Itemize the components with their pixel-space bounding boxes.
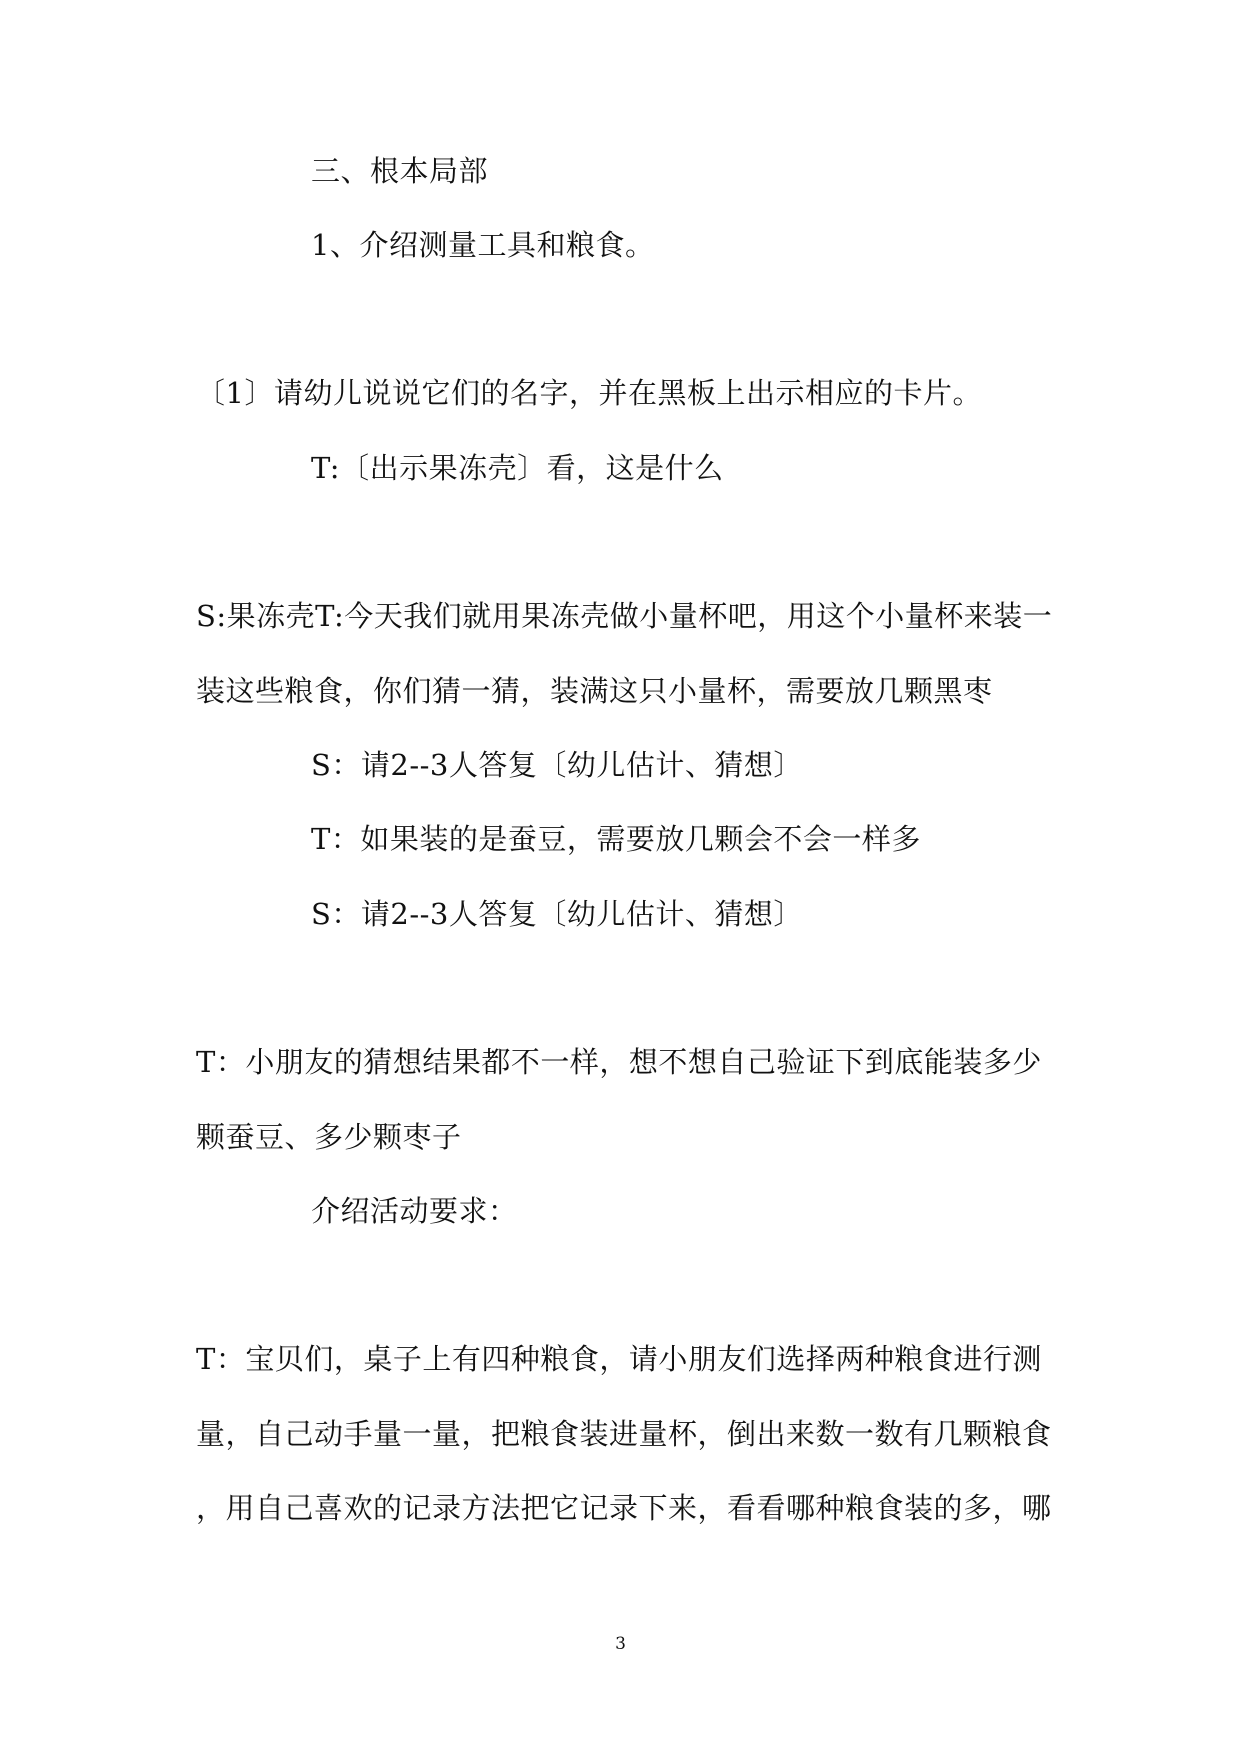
paragraph-line: S:果冻壳T:今天我们就用果冻壳做小量杯吧，用这个小量杯来装一 xyxy=(196,599,1053,633)
paragraph-line: 量，自己动手量一量，把粮食装进量杯，倒出来数一数有几颗粮食 xyxy=(196,1417,1052,1451)
paragraph-line: S：请2--3人答复〔幼儿估计、猜想〕 xyxy=(311,748,803,782)
paragraph-line: S：请2--3人答复〔幼儿估计、猜想〕 xyxy=(311,897,803,931)
page-number: 3 xyxy=(615,1634,626,1654)
paragraph-line: 装这些粮食，你们猜一猜，装满这只小量杯，需要放几颗黑枣 xyxy=(196,674,993,708)
paragraph-line: T：小朋友的猜想结果都不一样，想不想自己验证下到底能装多少 xyxy=(196,1045,1042,1079)
paragraph-line: T：宝贝们，桌子上有四种粮食，请小朋友们选择两种粮食进行测 xyxy=(196,1342,1042,1376)
paragraph-line: 颗蚕豆、多少颗枣子 xyxy=(196,1120,462,1154)
paragraph-line: ，用自己喜欢的记录方法把它记录下来，看看哪种粮食装的多，哪 xyxy=(196,1491,1052,1525)
subheading: 介绍活动要求： xyxy=(311,1194,518,1228)
paragraph-line: T：如果装的是蚕豆，需要放几颗会不会一样多 xyxy=(311,822,921,856)
step-heading: 1、介绍测量工具和粮食。 xyxy=(311,228,655,262)
paragraph-line: T:〔出示果冻壳〕看，这是什么 xyxy=(311,451,724,485)
section-heading: 三、根本局部 xyxy=(311,154,489,188)
paragraph-line: 〔1〕请幼儿说说它们的名字，并在黑板上出示相应的卡片。 xyxy=(196,376,982,410)
